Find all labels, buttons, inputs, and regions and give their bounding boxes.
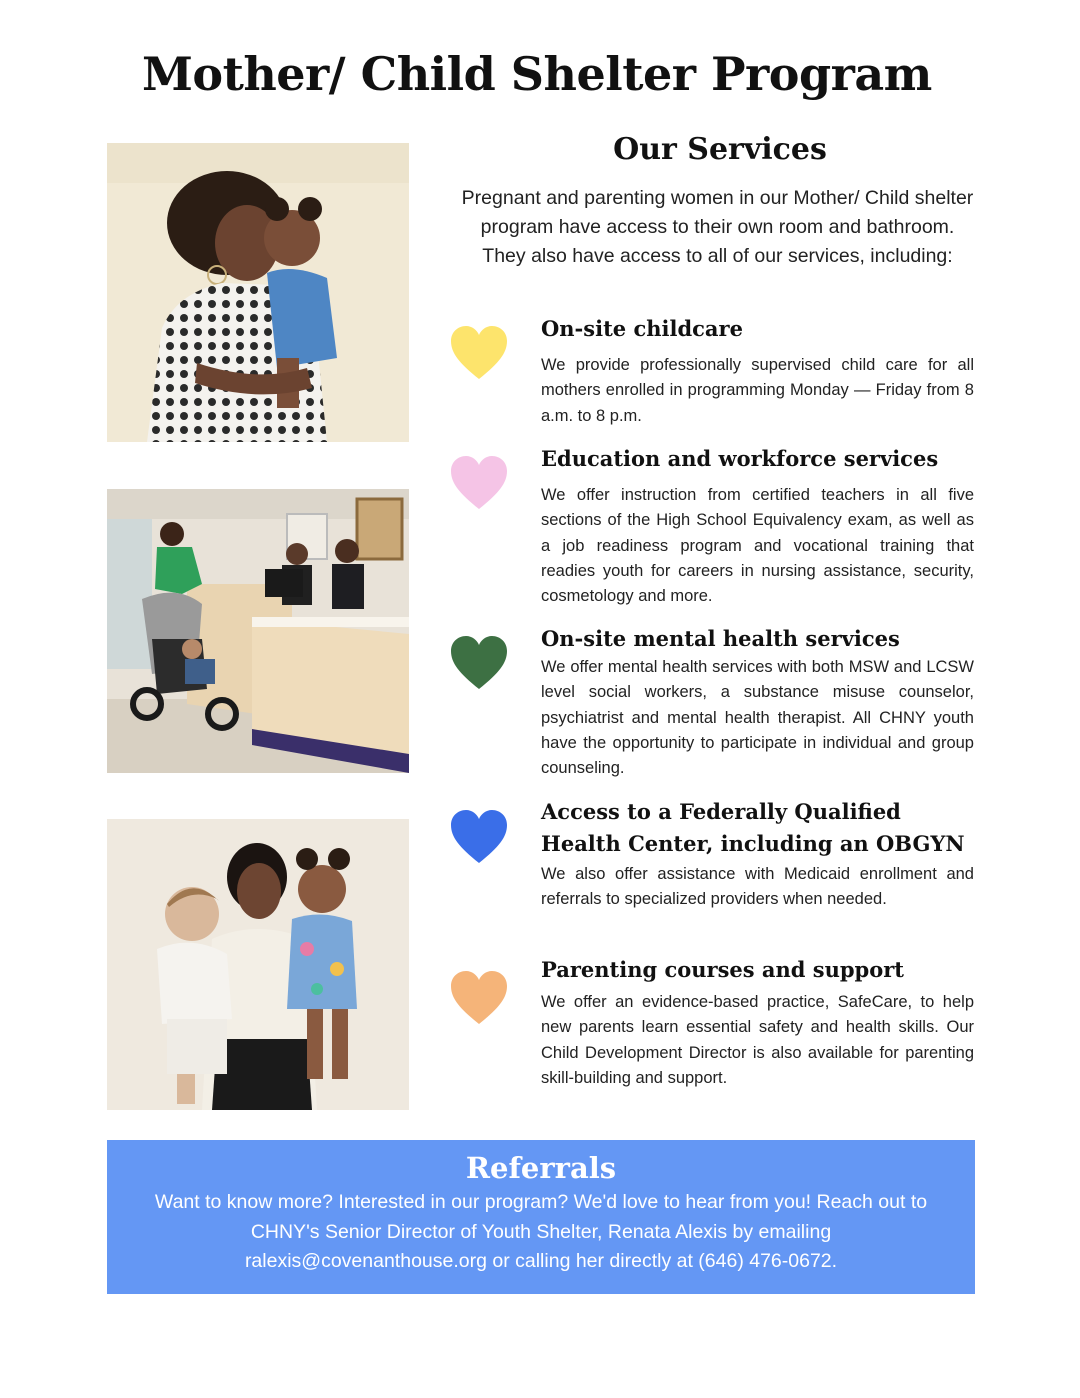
- service-title: On-site mental health services: [541, 626, 900, 651]
- yellow-heart-icon: [449, 323, 509, 383]
- service-health-center: [541, 796, 974, 913]
- service-mental-health: [541, 623, 974, 781]
- service-description: We offer instruction from certified teachers in all five sections of the High School Equivalency exam, as well as a job readiness program and vocational training that readies youth for careers in nursing assistance, security, cosmetology and more.: [541, 486, 974, 606]
- service-parenting-courses: [541, 954, 974, 1091]
- service-title: Parenting courses and support: [541, 957, 905, 982]
- green-heart-icon: [449, 633, 509, 693]
- service-description: We offer mental health services with both MSW and LCSW level social workers, a substance misuse counselor, psychiatrist and mental health therapist. All CHNY youth have the opportunity to participate in individual and group counseling.: [541, 658, 974, 778]
- service-title: On-site childcare: [541, 316, 743, 341]
- service-description: We provide professionally supervised child care for all mothers enrolled in programming Monday — Friday from 8 a.m. to 8 p.m.: [541, 356, 974, 425]
- referrals-text: Want to know more? Interested in our program? We'd love to hear from you! Reach out to CHNY's Senior Director of Youth Shelter, Renata Alexis by emailing ralexis@covenanthouse.org or calling her directly at (646) 476-0672.: [154, 1191, 928, 1272]
- page-title: Mother/ Child Shelter Program: [142, 47, 932, 101]
- blue-heart-icon: [449, 807, 509, 867]
- service-title: Education and workforce services: [541, 446, 939, 471]
- photo-front-desk-with-stroller: [107, 489, 409, 773]
- photo-mother-holding-toddler: [107, 143, 409, 442]
- services-intro: Pregnant and parenting women in our Mother/ Child shelter program have access to their own room and bathroom. They also have access to all of our services, including:: [461, 187, 974, 267]
- pink-heart-icon: [449, 453, 509, 513]
- photo-mother-with-two-children: [107, 819, 409, 1110]
- services-heading: Our Services: [613, 132, 827, 167]
- referrals-banner: [107, 1140, 975, 1294]
- service-description: We also offer assistance with Medicaid enrollment and referrals to specialized providers when needed.: [541, 865, 974, 909]
- service-education-workforce: [541, 443, 974, 609]
- orange-heart-icon: [449, 968, 509, 1028]
- service-description: We offer an evidence-based practice, SafeCare, to help new parents learn essential safety and health skills. Our Child Development Director is also available for parenting skill-building and support.: [541, 993, 974, 1087]
- service-title: Access to a Federally Qualified Health Center, including an OBGYN: [541, 799, 965, 856]
- service-onsite-childcare: [541, 313, 974, 429]
- referrals-heading: Referrals: [465, 1151, 617, 1185]
